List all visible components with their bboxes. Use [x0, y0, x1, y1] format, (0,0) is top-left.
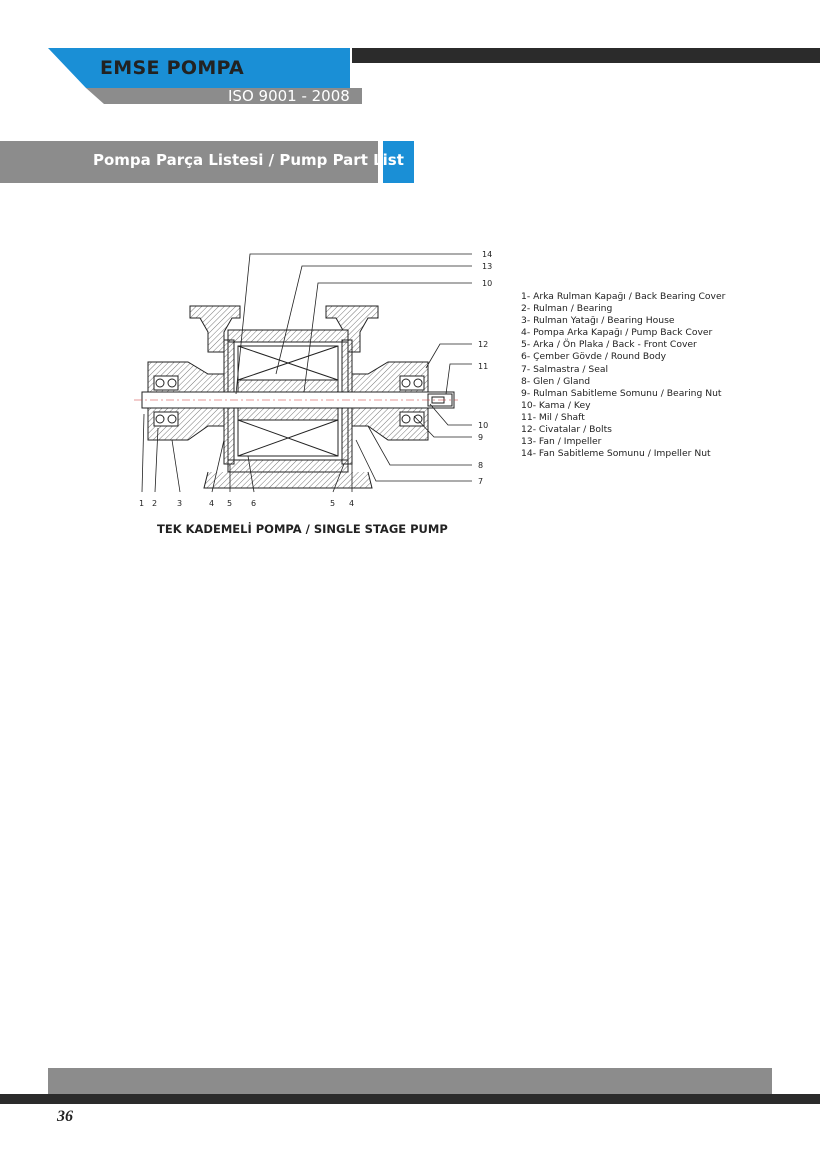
legend-item: 8- Glen / Gland	[521, 375, 591, 387]
callout-label: 13	[482, 262, 493, 271]
callout-label: 10	[482, 279, 493, 288]
callout-label: 2	[152, 499, 158, 508]
legend-item: 7- Salmastra / Seal	[521, 363, 609, 375]
callout-label: 5	[330, 499, 336, 508]
page-number: 36	[57, 1108, 73, 1125]
iso-certification: ISO 9001 - 2008	[228, 87, 350, 105]
callout-label: 6	[251, 499, 257, 508]
drawing-caption: TEK KADEMELİ POMPA / SINGLE STAGE PUMP	[157, 522, 448, 536]
callout-label: 1	[139, 499, 145, 508]
legend-item: 1- Arka Rulman Kapağı / Back Bearing Cover	[521, 291, 726, 302]
callout-label: 5	[227, 499, 233, 508]
legend-item: 14- Fan Sabitleme Somunu / Impeller Nut	[521, 448, 711, 460]
legend-item: 13- Fan / Impeller	[521, 436, 602, 448]
right-callout-numbers	[478, 250, 492, 486]
footer-gray-bar	[48, 1068, 772, 1094]
bottom-callout-numbers	[139, 499, 354, 508]
section-title: Pompa Parça Listesi / Pump Part List	[93, 151, 404, 169]
legend-item: 5- Arka / Ön Plaka / Back - Front Cover	[521, 339, 697, 351]
legend-item: 3- Rulman Yatağı / Bearing House	[521, 315, 675, 327]
callout-label: 7	[478, 477, 484, 486]
brand-logo-text: EMSE POMPA	[100, 57, 245, 79]
callout-label: 3	[177, 499, 183, 508]
callout-label: 4	[349, 499, 355, 508]
legend-item: 6- Çember Gövde / Round Body	[521, 351, 667, 363]
footer-dark-bar	[0, 1094, 820, 1104]
header-dark-bar	[352, 48, 820, 63]
legend-item: 10- Kama / Key	[521, 399, 591, 411]
callout-label: 4	[209, 499, 215, 508]
pump-cross-section-drawing	[128, 244, 498, 514]
callout-label: 14	[482, 250, 493, 259]
legend-item: 12- Civatalar / Bolts	[521, 424, 612, 436]
legend-item: 2- Rulman / Bearing	[521, 303, 613, 315]
callout-label: 10	[478, 421, 489, 430]
legend-item: 11- Mil / Shaft	[521, 411, 585, 423]
callout-label: 9	[478, 433, 484, 442]
legend-item: 4- Pompa Arka Kapağı / Pump Back Cover	[521, 327, 713, 339]
callout-label: 8	[478, 461, 484, 470]
legend-item: 9- Rulman Sabitleme Somunu / Bearing Nut	[521, 387, 722, 399]
pump-outline	[142, 306, 454, 488]
part-list-legend	[521, 291, 725, 460]
callout-label: 11	[478, 362, 489, 371]
callout-label: 12	[478, 340, 489, 349]
